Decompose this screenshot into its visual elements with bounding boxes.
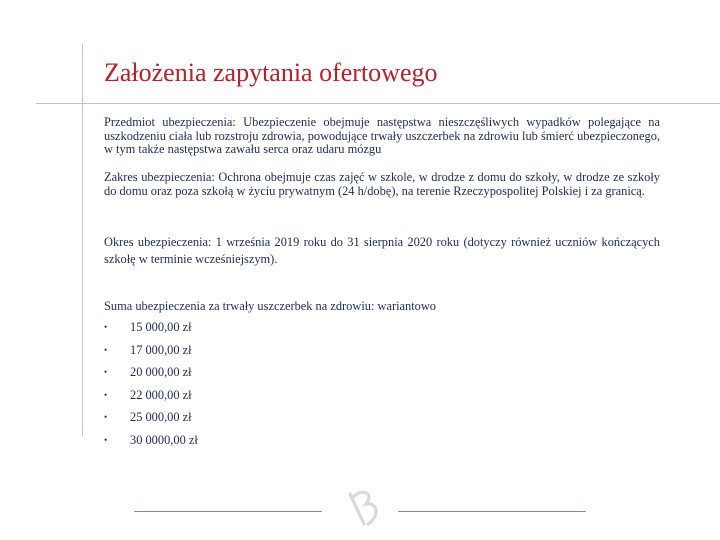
footer-rule-left [134, 511, 322, 512]
bullet-icon: • [104, 434, 108, 445]
amount-value: 20 000,00 zł [130, 365, 192, 380]
amount-value: 15 000,00 zł [130, 320, 192, 334]
okres-text: 1 września 2019 roku do 31 sierpnia 2020 roku (dotyczy również uczniów kończących szkołę w terminie wcześniejszym). [104, 235, 660, 266]
bullet-icon: • [104, 389, 108, 400]
przedmiot-text: Ubezpieczenie obejmuje następstwa nieszczęśliwych wypadków polegające na uszkodzeniu ciała lub rozstroju zdrowia, powodujące trwały uszczerbek na zdrowiu lub śmierć ubezpieczonego, w tym także następstwa zawału serca oraz udaru mózgu [104, 115, 660, 157]
amount-value: 30 0000,00 zł [130, 432, 198, 447]
list-item [104, 433, 198, 456]
list-item [104, 343, 198, 366]
amount-value: 22 000,00 zł [130, 387, 192, 402]
footer-rule-right [398, 511, 586, 512]
zakres-label: Zakres ubezpieczenia: [104, 170, 215, 184]
okres-paragraph [104, 234, 660, 268]
list-item [104, 365, 198, 388]
bullet-icon: • [104, 367, 108, 378]
list-item [104, 388, 198, 411]
okres-label: Okres ubezpieczenia: [104, 235, 212, 249]
bullet-icon: • [104, 344, 108, 355]
list-item [104, 410, 198, 433]
zakres-text: Ochrona obejmuje czas zajęć w szkole, w drodze z domu do szkoły, w drodze ze szkoły do domu oraz poza szkołą w życiu prywatnym (24 h/dobę), na terenie Rzeczypospolitej Polskiej i za granicą. [104, 170, 661, 198]
suma-label: Suma ubezpieczenia za trwały uszczerbek na zdrowiu: wariantowo [104, 299, 436, 313]
bullet-icon: • [104, 322, 108, 332]
title-underline [36, 103, 720, 104]
przedmiot-label: Przedmiot ubezpieczenia: [104, 115, 236, 129]
bullet-icon: • [104, 412, 108, 423]
amounts-list [104, 320, 198, 456]
list-item [104, 320, 198, 343]
zakres-paragraph [104, 171, 660, 198]
amount-value: 17 000,00 zł [130, 342, 192, 357]
brand-logo-icon [336, 484, 386, 532]
amount-value: 25 000,00 zł [130, 410, 192, 425]
page-title: Założenia zapytania ofertowego [104, 58, 438, 87]
przedmiot-paragraph [104, 116, 660, 157]
